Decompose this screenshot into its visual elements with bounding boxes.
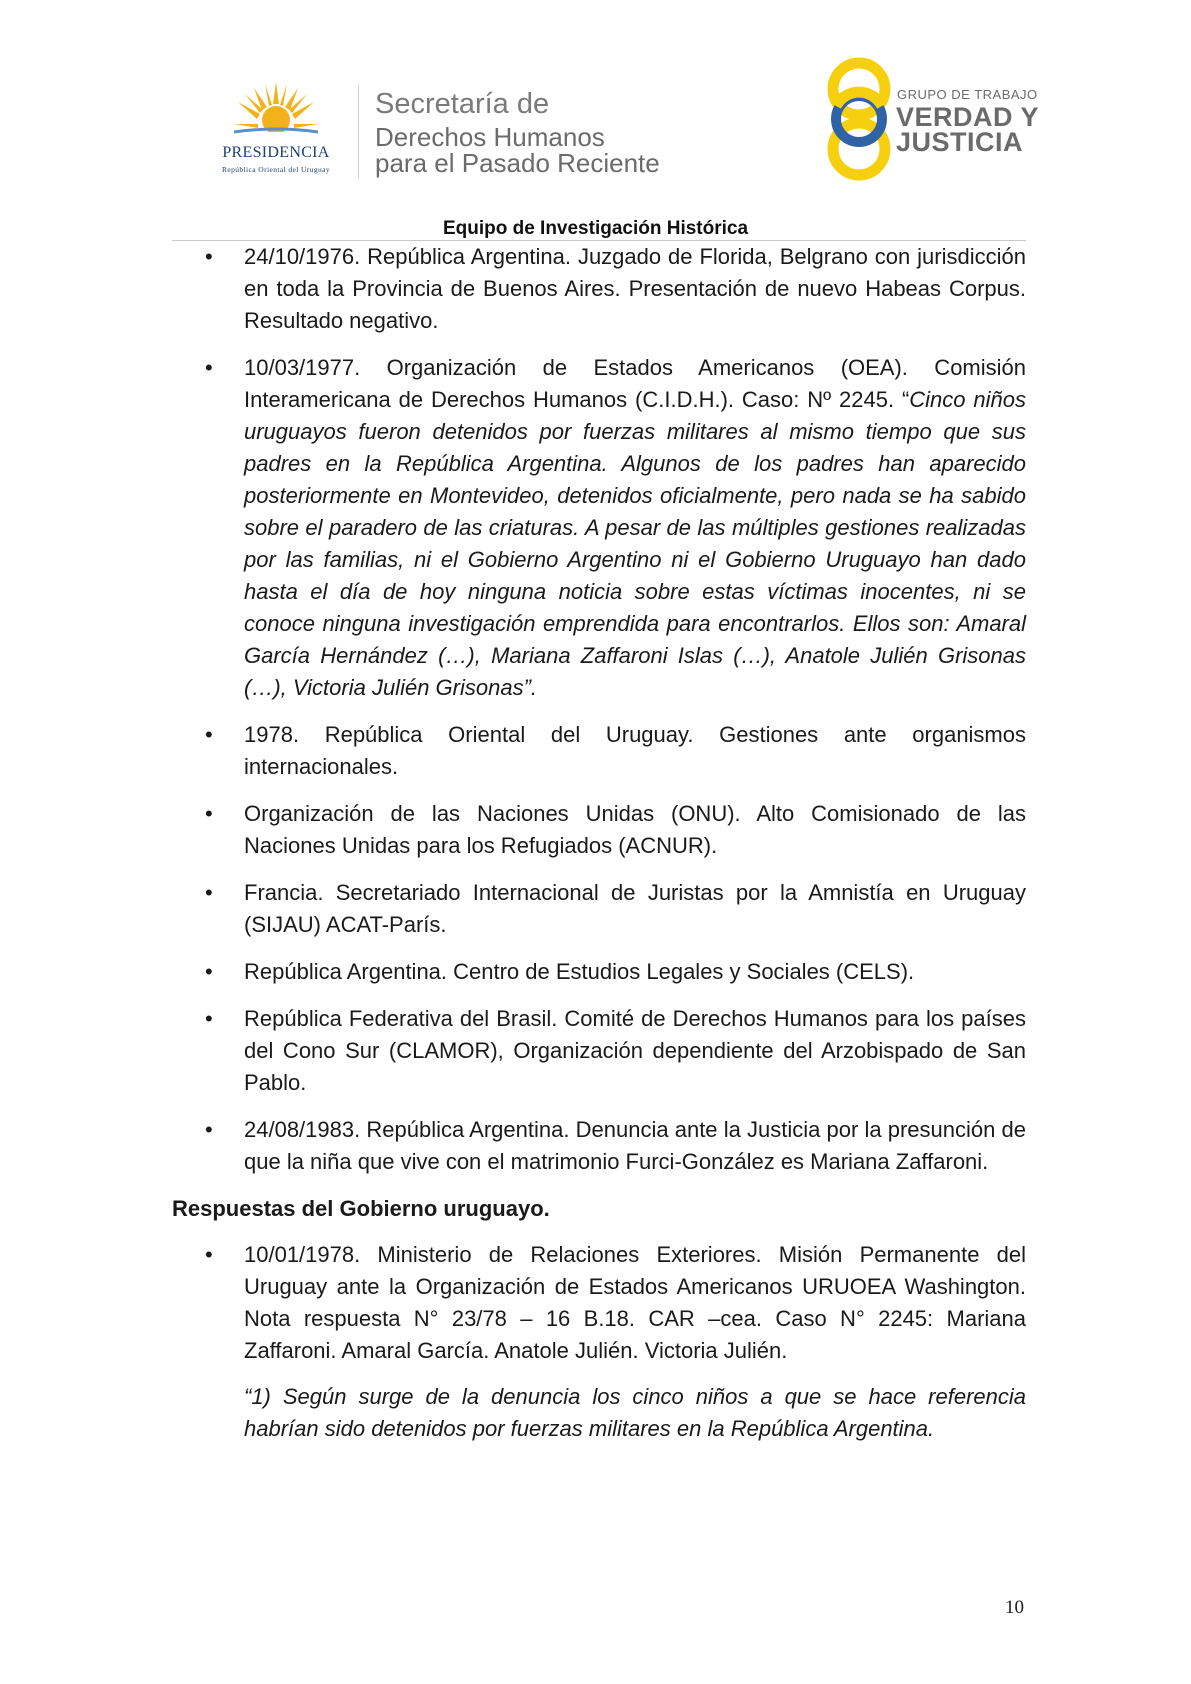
list-item-quote: Cinco niños uruguayos fueron detenidos por fuerzas militares al mismo tiempo que sus padres en la República Argentina. Algunos de los padres han aparecido posteriormente en Montevideo, detenidos oficialmente, pero nada se ha sabido sobre el paradero de las criaturas. A pesar de las múltiples gestiones realizadas por las familias, ni el Gobierno Argentino ni el Gobierno Uruguayo han dado hasta el día de hoy ninguna noticia sobre estas víctimas inocentes, ni se conoce ninguna investigación emprendida para encontrarlos. Ellos son: Amaral García Hernández (…), Mariana Zaffaroni Islas (…), Anatole Julién Grisonas (…), Victoria Julién Grisonas”. <box>244 387 1026 700</box>
list-item-text: 10/03/1977. Organización de Estados Americanos (OEA). Comisión Interamericana de Derechos Humanos (C.I.D.H.). Caso: Nº 2245. “ <box>244 355 1026 412</box>
secretaria-title-line3: para el Pasado Reciente <box>375 148 660 178</box>
list-item <box>172 241 1026 337</box>
list-item-text: 10/01/1978. Ministerio de Relaciones Exteriores. Misión Permanente del Uruguay ante la Organización de Estados Americanos URUOEA Washington. Nota respuesta N° 23/78 – 16 B.18. CAR –cea. Caso N° 2245: Mariana Zaffaroni. Amaral García. Anatole Julién. Victoria Julién. <box>244 1242 1026 1363</box>
list-item <box>172 1239 1026 1367</box>
list-item <box>172 1114 1026 1178</box>
presidencia-logo <box>196 80 356 180</box>
presidencia-name: PRESIDENCIA <box>222 144 330 161</box>
bullet: • <box>205 880 213 905</box>
bullet: • <box>205 1242 213 1267</box>
rings-logo-icon <box>824 56 894 182</box>
secretaria-title-line1: Secretaría de <box>375 88 550 120</box>
sun-icon <box>234 80 318 146</box>
section-heading: Respuestas del Gobierno uruguayo. <box>172 1196 550 1221</box>
list-item <box>172 719 1026 783</box>
bullet: • <box>205 959 213 984</box>
list-item <box>172 956 1026 988</box>
grupo-title-line2: JUSTICIA <box>896 127 1024 157</box>
list-item-text: 24/08/1983. República Argentina. Denuncia ante la Justicia por la presunción de que la niña que vive con el matrimonio Furci-González es Mariana Zaffaroni. <box>244 1117 1026 1174</box>
list-item <box>172 877 1026 941</box>
list-item-text: 1978. República Oriental del Uruguay. Gestiones ante organismos internacionales. <box>244 722 1026 779</box>
page-header <box>0 0 1191 240</box>
bullet: • <box>205 801 213 826</box>
team-title: Equipo de Investigación Histórica <box>442 218 749 239</box>
list-item-text: República Argentina. Centro de Estudios Legales y Sociales (CELS). <box>244 959 915 984</box>
list-item <box>172 352 1026 704</box>
page-number: 10 <box>1005 1597 1024 1618</box>
list-item-text: Organización de las Naciones Unidas (ONU). Alto Comisionado de las Naciones Unidas para los Refugiados (ACNUR). <box>244 801 1026 858</box>
bullet: • <box>205 1117 213 1142</box>
list-item <box>172 798 1026 862</box>
bullet: • <box>205 244 213 269</box>
secretaria-title-line2: Derechos Humanos <box>375 122 605 152</box>
list-item-text: 24/10/1976. República Argentina. Juzgado de Florida, Belgrano con jurisdicción en toda la Provincia de Buenos Aires. Presentación de nuevo Habeas Corpus. Resultado negativo. <box>244 244 1026 333</box>
document-body <box>172 241 1026 1445</box>
presidencia-subtitle: República Oriental del Uruguay <box>221 165 330 174</box>
bullet: • <box>205 1006 213 1031</box>
grupo-label: GRUPO DE TRABAJO <box>897 87 1038 102</box>
list-item <box>172 1003 1026 1099</box>
list-item-text: Francia. Secretariado Internacional de Juristas por la Amnistía en Uruguay (SIJAU) ACAT-París. <box>244 880 1026 937</box>
header-divider <box>358 84 359 179</box>
quote-paragraph: “1) Según surge de la denuncia los cinco niños a que se hace referencia habrían sido detenidos por fuerzas militares en la República Argentina. <box>244 1384 1026 1441</box>
bullet: • <box>205 355 213 380</box>
grupo-title-line1: VERDAD Y <box>896 102 1040 132</box>
bullet: • <box>205 722 213 747</box>
list-item-text: República Federativa del Brasil. Comité de Derechos Humanos para los países del Cono Sur (CLAMOR), Organización dependiente del Arzobispado de San Pablo. <box>244 1006 1026 1095</box>
